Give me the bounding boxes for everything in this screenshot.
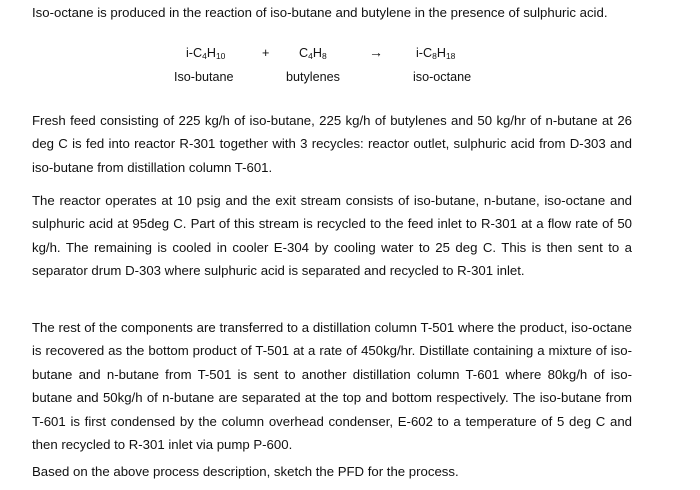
reactant-isobutane-name: Iso-butane [174,70,234,84]
product-isooctane-name: iso-octane [413,70,472,84]
feed-paragraph: Fresh feed consisting of 225 kg/h of iso-butane, 225 kg/h of butylenes and 50 kg/hr of n-butane at 26 deg C is fed into reactor R-301 together with 3 recycles: reactor outlet, sulphuric acid from D-303 and iso-butane from distillation column T-601. [32,113,632,175]
reactant-butylene-name: butylenes [286,70,340,84]
product-isooctane-formula: $i-C_8H_{18}$ [416,46,456,61]
reaction-equation [0,42,700,90]
distillation-paragraph: The rest of the components are transferred to a distillation column T-501 where the product, iso-octane is recovered as the bottom product of T-501 at a rate of 450kg/hr. Distillate containing a mixture of iso-butane and n-butane from T-501 is sent to another distillation column T-601 where 80kg/h of iso-butane and 50kg/h of n-butane are separated at the top and bottom respectively. The iso-butane from T-601 is first condensed by the column overhead condenser, E-602 to a temperature of 5 deg C and then recycled to R-301 inlet via pump P-600. [32,320,632,453]
reactor-paragraph: The reactor operates at 10 psig and the exit stream consists of iso-butane, n-butane, iso-octane and sulphuric acid at 95deg C. Part of this stream is recycled to the feed inlet to R-301 at a flow rate of 50 kg/h. The remaining is cooled in cooler E-304 by cooling water to 25 deg C. This is then sent to a separator drum D-303 where sulphuric acid is separated and recycled to R-301 inlet. [32,193,632,279]
plus-sign: + [262,46,270,60]
intro-paragraph: Iso-octane is produced in the reaction of iso-butane and butylene in the presence of sulphuric acid. [32,5,608,20]
reactant-butylene-formula: $C_4H_8$ [299,46,327,61]
reactant-isobutane-formula: $i-C_4H_{10}$ [186,46,226,61]
task-paragraph: Based on the above process description, sketch the PFD for the process. [32,464,459,479]
reaction-arrow-icon: → [369,44,383,60]
